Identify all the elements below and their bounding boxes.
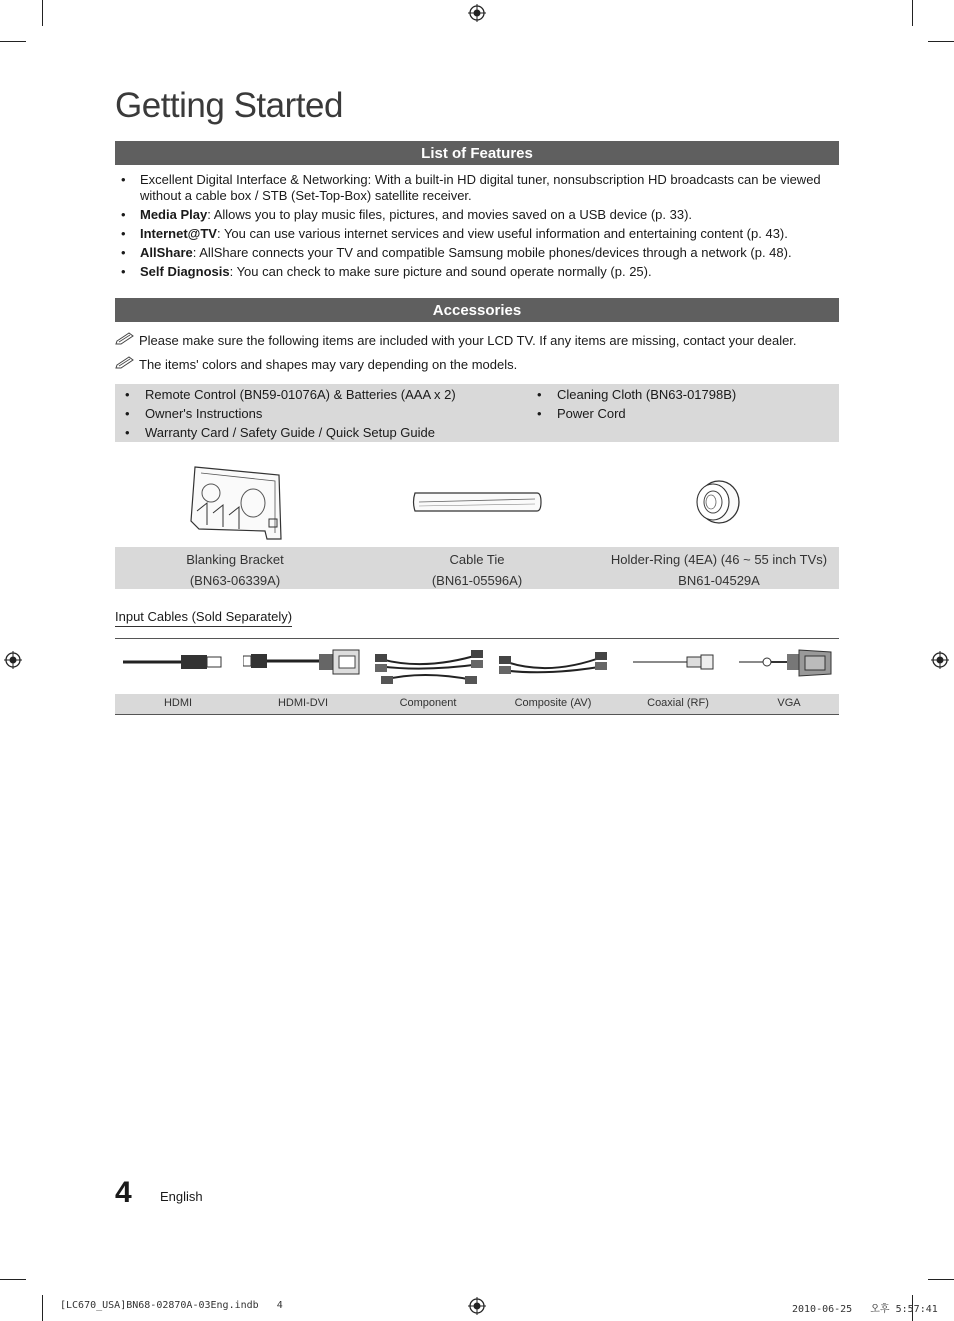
print-timestamp: 2010-06-25 오후 5:57:41 [792, 1304, 938, 1315]
feature-item: • Internet@TV: You can use various internet services and view useful information and entertaining content (p. 43). [121, 226, 788, 241]
crop-mark [928, 41, 954, 42]
accessories-list [115, 384, 839, 442]
parts-captions [115, 547, 839, 589]
cable-label: HDMI-DVI [277, 697, 329, 709]
accessories-note: Please make sure the following items are included with your LCD TV. If any items are missing, contact your dealer. [115, 333, 797, 348]
page-title: Getting Started [115, 86, 343, 125]
accessory-item: • Cleaning Cloth (BN63-01798B) [537, 387, 737, 402]
cable-label: HDMI [163, 697, 193, 709]
feature-item: • Media Play: Allows you to play music files, pictures, and movies saved on a USB device (p. 33). [121, 207, 693, 222]
crop-mark [0, 1279, 26, 1280]
pencil-note-icon [115, 355, 135, 369]
feature-item: • AllShare: AllShare connects your TV and compatible Samsung mobile phones/devices through a network (p. 48). [121, 245, 792, 260]
page-number: 4 [115, 1176, 132, 1209]
crop-mark [928, 1279, 954, 1280]
part-caption: Holder-Ring (4EA) (46 ~ 55 inch TVs) BN61-04529A [610, 552, 828, 588]
registration-mark-icon [468, 1297, 486, 1315]
accessories-header: Accessories [115, 298, 839, 322]
blanking-bracket-icon [187, 463, 287, 545]
vga-cable-icon [739, 648, 835, 678]
cable-illustrations [115, 640, 839, 694]
cable-label: Component [399, 697, 457, 709]
features-header: List of Features [115, 141, 839, 165]
part-caption: Blanking Bracket (BN63-06339A) [186, 552, 284, 588]
cable-label: Composite (AV) [514, 697, 592, 709]
features-list [115, 172, 839, 283]
hdmi-dvi-cable-icon [243, 646, 363, 678]
crop-mark [0, 41, 26, 42]
accessory-item: • Power Cord [537, 406, 626, 421]
feature-item: • Self Diagnosis: You can check to make sure picture and sound operate normally (p. 25). [121, 264, 652, 279]
holder-ring-icon [693, 479, 741, 525]
coaxial-cable-icon [633, 652, 719, 672]
crop-mark [42, 1295, 43, 1321]
registration-mark-icon [468, 4, 486, 22]
hdmi-cable-icon [123, 650, 227, 674]
divider [115, 638, 839, 639]
composite-cable-icon [497, 648, 609, 680]
page-language: English [160, 1189, 203, 1204]
accessory-item: • Owner's Instructions [125, 406, 263, 421]
cable-label: VGA [777, 697, 801, 709]
cable-labels [115, 694, 839, 715]
registration-mark-icon [931, 651, 949, 669]
crop-mark [42, 0, 43, 26]
accessories-note: The items' colors and shapes may vary depending on the models. [115, 357, 517, 372]
crop-mark [912, 0, 913, 26]
feature-item: • Excellent Digital Interface & Networking: With a built-in HD digital tuner, nonsubscription HD broadcasts can be viewed without a cable box / STB (Set-Top-Box) satellite receiver. [121, 172, 821, 203]
pencil-note-icon [115, 331, 135, 345]
component-cable-icon [373, 644, 485, 690]
parts-illustrations [115, 457, 839, 547]
registration-mark-icon [4, 651, 22, 669]
accessory-item: • Remote Control (BN59-01076A) & Batteries (AAA x 2) [125, 387, 456, 402]
cable-tie-icon [411, 489, 543, 515]
input-cables-heading: Input Cables (Sold Separately) [115, 609, 292, 627]
cable-label: Coaxial (RF) [647, 697, 709, 709]
accessory-item: • Warranty Card / Safety Guide / Quick Setup Guide [125, 425, 435, 440]
part-caption: Cable Tie (BN61-05596A) [431, 552, 523, 588]
print-file-info: [LC670_USA]BN68-02870A-03Eng.indb 4 [60, 1300, 283, 1311]
